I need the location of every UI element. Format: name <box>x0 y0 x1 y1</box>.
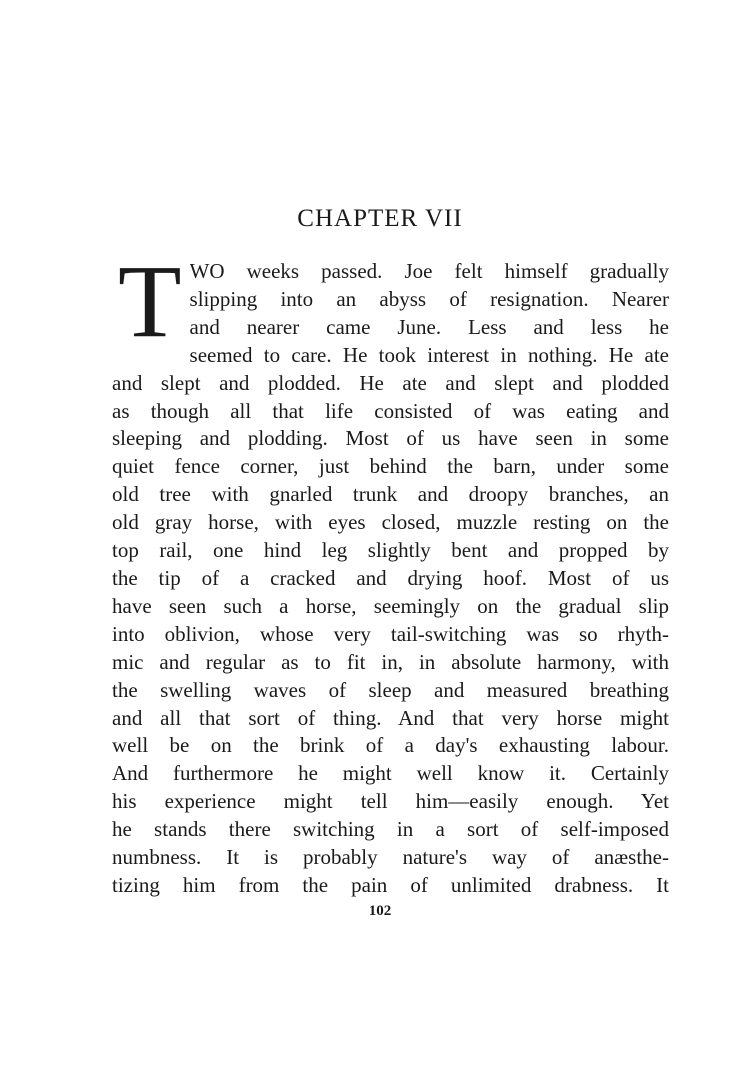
text-line: numbness. It is probably nature's way of anæsthe- <box>112 845 669 870</box>
text-line: and slept and plodded. He ate and slept and plodded <box>112 370 669 395</box>
chapter-title: CHAPTER VII <box>297 205 463 232</box>
text-line: he stands there switching in a sort of self-imposed <box>112 817 669 842</box>
text-line: tizing him from the pain of unlimited drabness. It <box>112 872 669 897</box>
text-line: WO weeks passed. Joe felt himself gradually <box>189 259 669 283</box>
text-line: the swelling waves of sleep and measured breathing <box>112 677 669 702</box>
chapter-body <box>112 244 669 900</box>
text-line: well be on the brink of a day's exhausting labour. <box>112 733 669 758</box>
text-line: and all that sort of thing. And that very horse might <box>112 705 669 730</box>
text-line: old tree with gnarled trunk and droopy branches, an <box>112 482 669 507</box>
text-line: his experience might tell him—easily enough. Yet <box>112 789 669 814</box>
text-line: quiet fence corner, just behind the barn, under some <box>112 454 669 479</box>
text-line: as though all that life consisted of was eating and <box>112 398 669 423</box>
text-line: sleeping and plodding. Most of us have seen in some <box>112 426 669 451</box>
text-line: top rail, one hind leg slightly bent and propped by <box>112 538 669 563</box>
text-line: And furthermore he might well know it. Certainly <box>112 761 669 786</box>
text-line: have seen such a horse, seemingly on the gradual slip <box>112 593 669 618</box>
text-line: the tip of a cracked and drying hoof. Most of us <box>112 565 669 590</box>
text-line: seemed to care. He took interest in nothing. He ate <box>189 342 669 367</box>
drop-cap: T <box>118 244 182 359</box>
page-number: 102 <box>368 903 392 919</box>
text-line: slipping into an abyss of resignation. Nearer <box>189 286 669 311</box>
text-line: old gray horse, with eyes closed, muzzle resting on the <box>112 510 669 535</box>
text-line: into oblivion, whose very tail-switching was so rhyth- <box>112 621 669 646</box>
text-line: and nearer came June. Less and less he <box>189 314 669 339</box>
text-line: mic and regular as to fit in, in absolute harmony, with <box>112 649 669 674</box>
